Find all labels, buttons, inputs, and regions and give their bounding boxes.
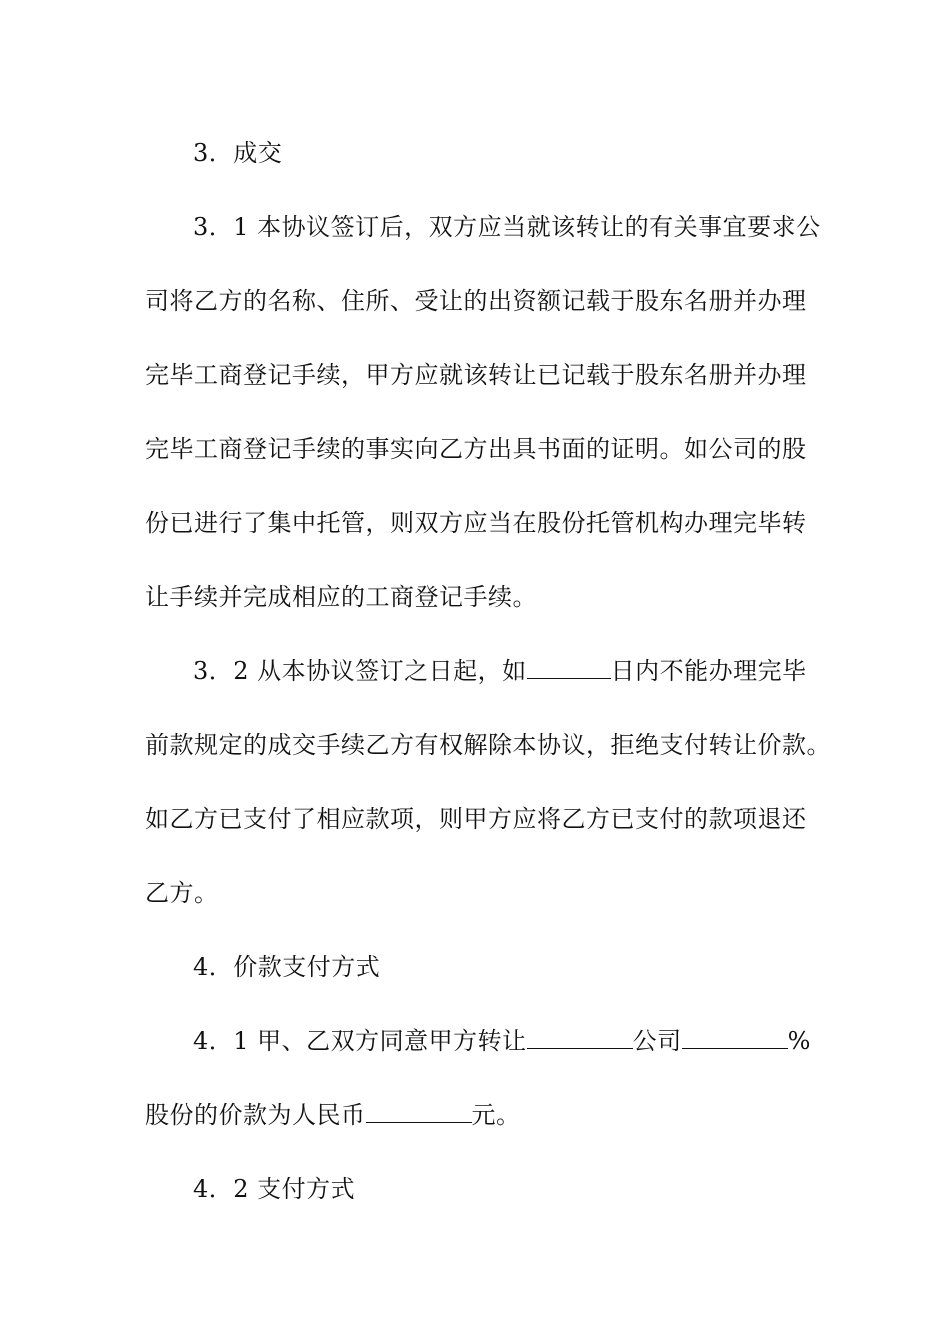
paragraph-3-2-line-3: 如乙方已支付了相应款项，则甲方应将乙方已支付的款项退还 [145,805,807,833]
section-heading-4: 4．价款支付方式 [193,953,381,981]
paragraph-4-1-text-a: 4．1 甲、乙双方同意甲方转让 [193,1027,527,1055]
days-blank [527,656,611,679]
paragraph-3-1-line-6: 让手续并完成相应的工商登记手续。 [145,583,537,611]
paragraph-4-1-text-c: % [787,1027,811,1055]
amount-blank [366,1100,472,1123]
paragraph-3-2-line-4: 乙方。 [145,879,219,907]
paragraph-3-1-line-5: 份已进行了集中托管，则双方应当在股份托管机构办理完毕转 [145,509,807,537]
paragraph-3-1-line-4: 完毕工商登记手续的事实向乙方出具书面的证明。如公司的股 [145,435,807,463]
percentage-blank [682,1026,788,1049]
paragraph-3-1-line-1: 3．1 本协议签订后，双方应当就该转让的有关事宜要求公 [193,213,821,241]
paragraph-3-1-line-3: 完毕工商登记手续，甲方应就该转让已记载于股东名册并办理 [145,361,807,389]
paragraph-4-1-text-d: 股份的价款为人民币 [145,1101,366,1129]
paragraph-3-2-line-2: 前款规定的成交手续乙方有权解除本协议，拒绝支付转让价款。 [145,731,831,759]
paragraph-3-2-text-b: 日内不能办理完毕 [610,657,807,685]
paragraph-3-2-line-1 [193,655,807,687]
paragraph-3-1-line-2: 司将乙方的名称、住所、受让的出资额记载于股东名册并办理 [145,287,807,315]
section-heading-3: 3．成交 [193,139,283,167]
paragraph-4-1-text-e: 元。 [471,1101,521,1129]
paragraph-4-1-line-2 [145,1099,521,1131]
paragraph-3-2-text-a: 3．2 从本协议签订之日起，如 [193,657,527,685]
paragraph-4-1-line-1 [193,1025,811,1057]
paragraph-4-1-text-b: 公司 [632,1027,682,1055]
paragraph-4-2: 4．2 支付方式 [193,1175,356,1203]
transferor-blank [527,1026,633,1049]
